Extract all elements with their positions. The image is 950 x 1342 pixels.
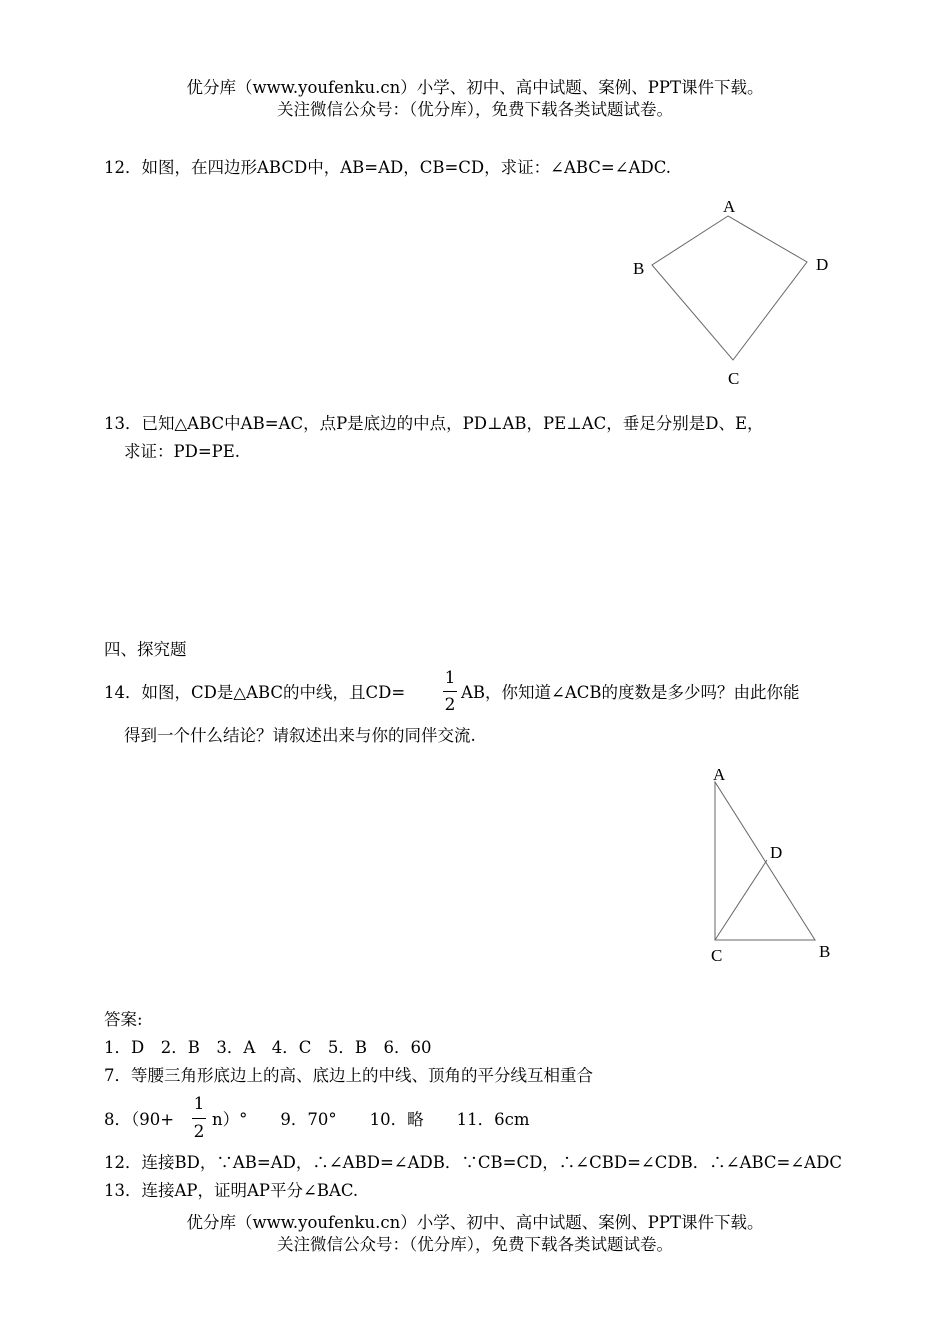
answers-title: 答案: (104, 1010, 143, 1029)
q14-fraction-denominator: 2 (444, 695, 456, 715)
q14-label-c: C (711, 946, 723, 965)
q14-median-cd (715, 860, 767, 940)
question-13-line-2: 求证：PD=PE. (124, 442, 241, 461)
answers-line-13: 13．连接AP，证明AP平分∠BAC. (104, 1181, 359, 1200)
q14-label-b: B (819, 942, 831, 961)
q12-label-a: A (723, 197, 736, 216)
question-14-line-2: 得到一个什么结论？请叙述出来与你的同伴交流. (124, 726, 476, 745)
answers-line-1-6: 1．D 2．B 3．A 4．C 5．B 6．60 (104, 1038, 432, 1057)
q12-quadrilateral-figure (600, 190, 860, 395)
footer-line-1: 优分库（www.youfenku.cn）小学、初中、高中试题、案例、PPT课件下载。 (186, 1213, 764, 1232)
question-12-text: 12．如图，在四边形ABCD中，AB=AD，CB=CD，求证：∠ABC=∠ADC. (104, 158, 672, 177)
section-4-title: 四、探究题 (104, 640, 187, 659)
q14-fraction-bar (443, 691, 457, 692)
q14-label-d: D (770, 843, 783, 862)
q12-label-b: B (633, 259, 645, 278)
answers-line-8-suffix: n）° 9．70° 10．略 11．6cm (212, 1110, 530, 1129)
answers-line-8-prefix: 8．（90+ (104, 1110, 175, 1129)
a8-fraction-denominator: 2 (193, 1122, 205, 1142)
a8-fraction-numerator: 1 (193, 1094, 205, 1114)
q12-label-c: C (728, 369, 740, 388)
header-line-1: 优分库（www.youfenku.cn）小学、初中、高中试题、案例、PPT课件下载。 (186, 78, 764, 97)
q12-label-d: D (816, 255, 829, 274)
question-14-prefix: 14．如图，CD是△ABC的中线，且CD= (104, 683, 406, 702)
answers-line-7: 7．等腰三角形底边上的高、底边上的中线、顶角的平分线互相重合 (104, 1066, 593, 1085)
header-line-2: 关注微信公众号：（优分库），免费下载各类试题试卷。 (277, 100, 673, 119)
q12-quadrilateral (652, 216, 807, 360)
q14-fraction-numerator: 1 (444, 668, 456, 688)
a8-fraction-bar (192, 1118, 206, 1119)
answers-line-12: 12．连接BD，∵AB=AD，∴∠ABD=∠ADB．∵CB=CD，∴∠CBD=∠CDB．∴∠ABC=∠ADC (104, 1153, 842, 1172)
footer-line-2: 关注微信公众号：（优分库），免费下载各类试题试卷。 (277, 1235, 673, 1254)
q14-triangle-figure (700, 760, 850, 970)
question-13-line-1: 13．已知△ABC中AB=AC，点P是底边的中点，PD⊥AB，PE⊥AC，垂足分别是D、E， (104, 414, 764, 433)
q14-label-a: A (713, 765, 726, 784)
question-14-suffix: AB，你知道∠ACB的度数是多少吗？由此你能 (461, 683, 800, 702)
